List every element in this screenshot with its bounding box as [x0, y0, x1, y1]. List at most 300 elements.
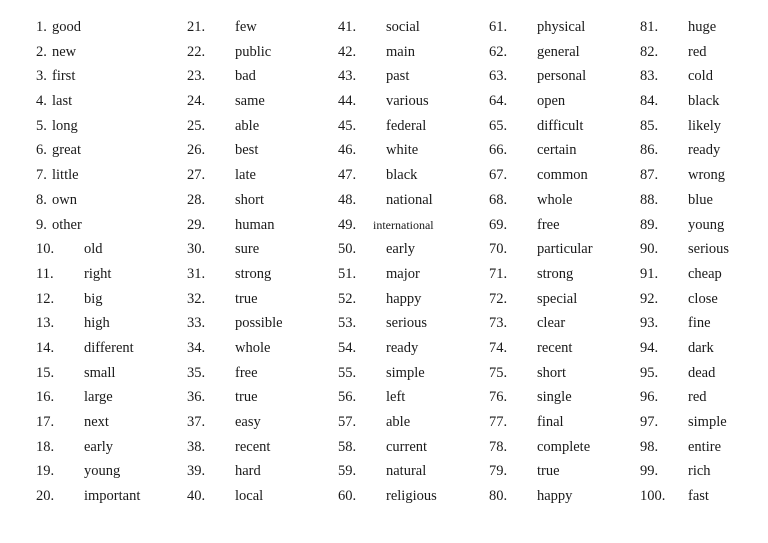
list-item: [187, 385, 337, 410]
item-word: small: [84, 364, 116, 381]
list-item: [489, 311, 639, 336]
item-word: red: [688, 389, 707, 406]
item-word: cold: [688, 68, 713, 85]
list-item: [640, 89, 768, 114]
item-number: 53.: [338, 315, 357, 332]
list-item: [36, 138, 186, 163]
item-number: 47.: [338, 167, 357, 184]
item-word: short: [537, 364, 566, 381]
item-number: 4.: [36, 93, 47, 110]
list-item: [640, 163, 768, 188]
item-word: current: [386, 438, 428, 455]
item-word: black: [688, 93, 720, 110]
list-item: [36, 484, 186, 509]
list-item: [338, 459, 488, 484]
list-item: [187, 336, 337, 361]
list-item: [36, 89, 186, 114]
list-item: [338, 311, 488, 336]
list-item: [640, 311, 768, 336]
list-item: [36, 163, 186, 188]
item-number: 14.: [36, 339, 55, 356]
item-word: religious: [386, 488, 437, 505]
item-number: 78.: [489, 438, 508, 455]
list-item: [36, 410, 186, 435]
list-item: [489, 138, 639, 163]
item-number: 8.: [36, 191, 47, 208]
item-number: 74.: [489, 339, 508, 356]
item-word: certain: [537, 142, 577, 159]
list-item: [338, 64, 488, 89]
item-word: sure: [235, 241, 260, 258]
item-word: serious: [688, 241, 730, 258]
list-item: [187, 410, 337, 435]
item-number: 38.: [187, 438, 206, 455]
item-number: 26.: [187, 142, 206, 159]
item-word: blue: [688, 191, 713, 208]
item-number: 60.: [338, 488, 357, 505]
item-word: happy: [537, 488, 573, 505]
item-word: bad: [235, 68, 256, 85]
list-item: [187, 311, 337, 336]
item-word: big: [84, 290, 103, 307]
item-word: ready: [386, 339, 419, 356]
list-item: [640, 188, 768, 213]
item-number: 21.: [187, 19, 206, 35]
item-word: new: [52, 43, 77, 60]
item-number: 33.: [187, 315, 206, 332]
item-number: 5.: [36, 117, 47, 134]
item-number: 42.: [338, 43, 357, 60]
list-item: [187, 64, 337, 89]
list-item: [187, 484, 337, 509]
list-item: [36, 311, 186, 336]
item-word: major: [386, 265, 420, 282]
item-number: 37.: [187, 414, 206, 430]
item-number: 44.: [338, 93, 357, 110]
item-number: 80.: [489, 488, 508, 505]
item-word: natural: [386, 463, 427, 480]
list-item: [640, 361, 768, 386]
list-item: [36, 64, 186, 89]
item-word: complete: [537, 438, 591, 455]
item-number: 65.: [489, 117, 508, 134]
item-word: same: [235, 93, 265, 110]
item-word: ready: [688, 142, 721, 159]
item-word: true: [235, 290, 258, 307]
item-word: recent: [537, 339, 573, 356]
item-word: red: [688, 43, 707, 60]
list-item: [338, 484, 488, 509]
item-word: old: [84, 241, 103, 258]
list-item: [489, 64, 639, 89]
item-word: simple: [386, 364, 425, 381]
item-number: 69.: [489, 216, 508, 233]
list-item: [36, 188, 186, 213]
item-number: 85.: [640, 117, 659, 134]
list-item: [489, 15, 639, 40]
list-item: [338, 89, 488, 114]
item-word: fine: [688, 315, 711, 332]
item-word: past: [386, 68, 410, 85]
item-word: own: [52, 191, 77, 208]
item-number: 91.: [640, 265, 659, 282]
list-item: [489, 336, 639, 361]
item-word: high: [84, 315, 110, 332]
item-number: 16.: [36, 389, 55, 406]
item-number: 43.: [338, 68, 357, 85]
list-item: [187, 435, 337, 460]
list-item: [489, 114, 639, 139]
list-item: [338, 336, 488, 361]
item-word: difficult: [537, 117, 584, 134]
item-number: 64.: [489, 93, 508, 110]
item-number: 93.: [640, 315, 659, 332]
list-item: [489, 163, 639, 188]
item-word: personal: [537, 68, 587, 85]
item-word: various: [386, 93, 429, 110]
item-number: 68.: [489, 191, 508, 208]
item-number: 3.: [36, 68, 47, 85]
item-word: particular: [537, 241, 593, 258]
list-item: [187, 89, 337, 114]
item-number: 66.: [489, 142, 508, 159]
list-item: [640, 435, 768, 460]
item-number: 75.: [489, 364, 508, 381]
item-word: early: [386, 241, 415, 258]
list-item: [187, 114, 337, 139]
item-number: 24.: [187, 93, 206, 110]
list-item: [187, 163, 337, 188]
item-number: 27.: [187, 167, 206, 184]
list-item: [640, 114, 768, 139]
item-word: huge: [688, 19, 717, 35]
item-word: recent: [235, 438, 271, 455]
item-word: entire: [688, 438, 722, 455]
item-word: great: [52, 142, 81, 159]
word-column-1: [36, 15, 186, 509]
item-word: federal: [386, 117, 427, 134]
list-item: [640, 484, 768, 509]
item-number: 34.: [187, 339, 206, 356]
item-word: final: [537, 414, 564, 430]
item-word: wrong: [688, 167, 726, 184]
item-word: open: [537, 93, 566, 110]
list-item: [338, 40, 488, 65]
list-item: [489, 237, 639, 262]
item-number: 30.: [187, 241, 206, 258]
list-item: [489, 213, 639, 238]
item-word: black: [386, 167, 418, 184]
list-item: [338, 114, 488, 139]
item-word: white: [386, 142, 419, 159]
list-item: [640, 385, 768, 410]
item-number: 61.: [489, 19, 508, 35]
item-word: first: [52, 68, 76, 85]
item-number: 96.: [640, 389, 659, 406]
list-item: [489, 188, 639, 213]
list-item: [640, 64, 768, 89]
item-word: clear: [537, 315, 566, 332]
item-word: good: [52, 19, 81, 35]
list-item: [187, 138, 337, 163]
item-word: rich: [688, 463, 711, 480]
item-number: 17.: [36, 414, 55, 430]
list-item: [640, 287, 768, 312]
item-number: 94.: [640, 339, 659, 356]
item-word: long: [52, 117, 78, 134]
list-item: [36, 262, 186, 287]
list-item: [36, 40, 186, 65]
item-number: 88.: [640, 191, 659, 208]
item-number: 83.: [640, 68, 659, 85]
list-item: [489, 89, 639, 114]
item-word: few: [235, 19, 257, 35]
item-number: 36.: [187, 389, 206, 406]
item-number: 19.: [36, 463, 55, 480]
item-word: able: [235, 117, 260, 134]
item-word: international: [373, 217, 434, 232]
item-word: little: [52, 167, 79, 184]
item-word: left: [386, 389, 406, 406]
list-item: [640, 213, 768, 238]
list-item: [489, 410, 639, 435]
item-number: 52.: [338, 290, 357, 307]
item-number: 79.: [489, 463, 508, 480]
item-word: general: [537, 43, 580, 60]
list-item: [640, 410, 768, 435]
item-number: 29.: [187, 216, 206, 233]
item-number: 58.: [338, 438, 357, 455]
item-number: 84.: [640, 93, 659, 110]
item-word: likely: [688, 117, 722, 134]
list-item: [36, 15, 186, 40]
item-number: 49.: [338, 216, 357, 233]
item-word: free: [537, 216, 560, 233]
list-item: [489, 385, 639, 410]
item-word: serious: [386, 315, 428, 332]
item-number: 72.: [489, 290, 508, 307]
list-item: [338, 435, 488, 460]
item-word: true: [235, 389, 258, 406]
item-number: 73.: [489, 315, 508, 332]
item-word: large: [84, 389, 113, 406]
item-number: 1.: [36, 19, 47, 35]
list-item: [489, 484, 639, 509]
item-word: able: [386, 414, 411, 430]
list-item: [489, 361, 639, 386]
list-item: [489, 435, 639, 460]
item-number: 89.: [640, 216, 659, 233]
item-number: 46.: [338, 142, 357, 159]
list-item: [338, 385, 488, 410]
item-word: national: [386, 191, 433, 208]
item-number: 86.: [640, 142, 659, 159]
item-word: common: [537, 167, 588, 184]
item-word: dead: [688, 364, 716, 381]
list-item: [338, 410, 488, 435]
list-item: [489, 262, 639, 287]
list-item: [640, 40, 768, 65]
item-number: 100.: [640, 488, 666, 505]
item-word: possible: [235, 315, 283, 332]
item-word: strong: [537, 265, 574, 282]
list-item: [640, 138, 768, 163]
item-word: different: [84, 339, 134, 356]
list-item: [36, 361, 186, 386]
item-word: last: [52, 93, 73, 110]
list-item: [338, 138, 488, 163]
item-word: free: [235, 364, 258, 381]
item-word: best: [235, 142, 259, 159]
list-item: [187, 459, 337, 484]
list-item: [640, 459, 768, 484]
item-word: close: [688, 290, 718, 307]
item-word: cheap: [688, 265, 722, 282]
item-word: whole: [537, 191, 573, 208]
item-number: 12.: [36, 290, 55, 307]
item-word: human: [235, 216, 275, 233]
item-number: 95.: [640, 364, 659, 381]
list-item: [36, 385, 186, 410]
item-number: 67.: [489, 167, 508, 184]
item-number: 76.: [489, 389, 508, 406]
list-item: [187, 237, 337, 262]
item-word: short: [235, 191, 264, 208]
list-item: [187, 15, 337, 40]
item-number: 77.: [489, 414, 508, 430]
list-item: [640, 262, 768, 287]
item-number: 22.: [187, 43, 206, 60]
item-word: true: [537, 463, 560, 480]
list-item: [187, 262, 337, 287]
item-number: 62.: [489, 43, 508, 60]
item-word: local: [235, 488, 264, 505]
list-item: [489, 459, 639, 484]
item-number: 11.: [36, 265, 54, 282]
item-number: 56.: [338, 389, 357, 406]
word-column-3: [338, 15, 488, 509]
item-word: easy: [235, 414, 261, 430]
item-word: early: [84, 438, 113, 455]
item-number: 25.: [187, 117, 206, 134]
list-item: [187, 188, 337, 213]
item-word: late: [235, 167, 256, 184]
item-number: 40.: [187, 488, 206, 505]
list-item: [489, 40, 639, 65]
item-number: 45.: [338, 117, 357, 134]
item-word: special: [537, 290, 578, 307]
item-number: 18.: [36, 438, 55, 455]
list-item: [338, 287, 488, 312]
item-number: 2.: [36, 43, 47, 60]
item-number: 99.: [640, 463, 659, 480]
item-word: simple: [688, 414, 727, 430]
list-item: [187, 40, 337, 65]
list-item: [187, 361, 337, 386]
list-item: [338, 237, 488, 262]
item-number: 9.: [36, 216, 47, 233]
item-word: other: [52, 216, 82, 233]
item-word: single: [537, 389, 572, 406]
list-item: [187, 213, 337, 238]
list-item: [338, 361, 488, 386]
item-number: 50.: [338, 241, 357, 258]
item-number: 71.: [489, 265, 508, 282]
item-number: 98.: [640, 438, 659, 455]
item-number: 31.: [187, 265, 206, 282]
item-number: 81.: [640, 19, 659, 35]
item-number: 82.: [640, 43, 659, 60]
list-item: [36, 435, 186, 460]
item-number: 20.: [36, 488, 55, 505]
list-item: [640, 237, 768, 262]
list-item: [187, 287, 337, 312]
item-number: 13.: [36, 315, 55, 332]
item-number: 51.: [338, 265, 357, 282]
item-number: 54.: [338, 339, 357, 356]
item-number: 39.: [187, 463, 206, 480]
list-item: [489, 287, 639, 312]
item-number: 7.: [36, 167, 47, 184]
list-item: [36, 114, 186, 139]
list-item: [338, 213, 488, 238]
item-word: next: [84, 414, 109, 430]
item-word: dark: [688, 339, 714, 356]
list-item: [36, 336, 186, 361]
item-number: 57.: [338, 414, 357, 430]
word-column-4: [489, 15, 639, 509]
item-number: 63.: [489, 68, 508, 85]
item-number: 97.: [640, 414, 659, 430]
word-column-5: [640, 15, 768, 509]
list-item: [640, 336, 768, 361]
item-number: 15.: [36, 364, 55, 381]
item-word: social: [386, 19, 420, 35]
item-number: 28.: [187, 191, 206, 208]
list-item: [640, 15, 768, 40]
item-word: important: [84, 488, 141, 505]
item-number: 59.: [338, 463, 357, 480]
item-word: public: [235, 43, 272, 60]
list-item: [338, 262, 488, 287]
item-number: 87.: [640, 167, 659, 184]
list-item: [338, 15, 488, 40]
item-number: 92.: [640, 290, 659, 307]
item-word: right: [84, 265, 112, 282]
list-item: [36, 237, 186, 262]
word-column-2: [187, 15, 337, 509]
list-item: [338, 188, 488, 213]
item-number: 41.: [338, 19, 357, 35]
list-item: [36, 287, 186, 312]
list-item: [338, 163, 488, 188]
item-number: 55.: [338, 364, 357, 381]
item-word: strong: [235, 265, 272, 282]
item-number: 6.: [36, 142, 47, 159]
item-number: 48.: [338, 191, 357, 208]
item-word: young: [84, 463, 121, 480]
item-number: 90.: [640, 241, 659, 258]
item-word: young: [688, 216, 725, 233]
item-word: happy: [386, 290, 422, 307]
item-word: main: [386, 43, 415, 60]
item-number: 23.: [187, 68, 206, 85]
item-word: whole: [235, 339, 271, 356]
item-word: hard: [235, 463, 261, 480]
list-item: [36, 213, 186, 238]
item-number: 70.: [489, 241, 508, 258]
item-word: fast: [688, 488, 709, 505]
